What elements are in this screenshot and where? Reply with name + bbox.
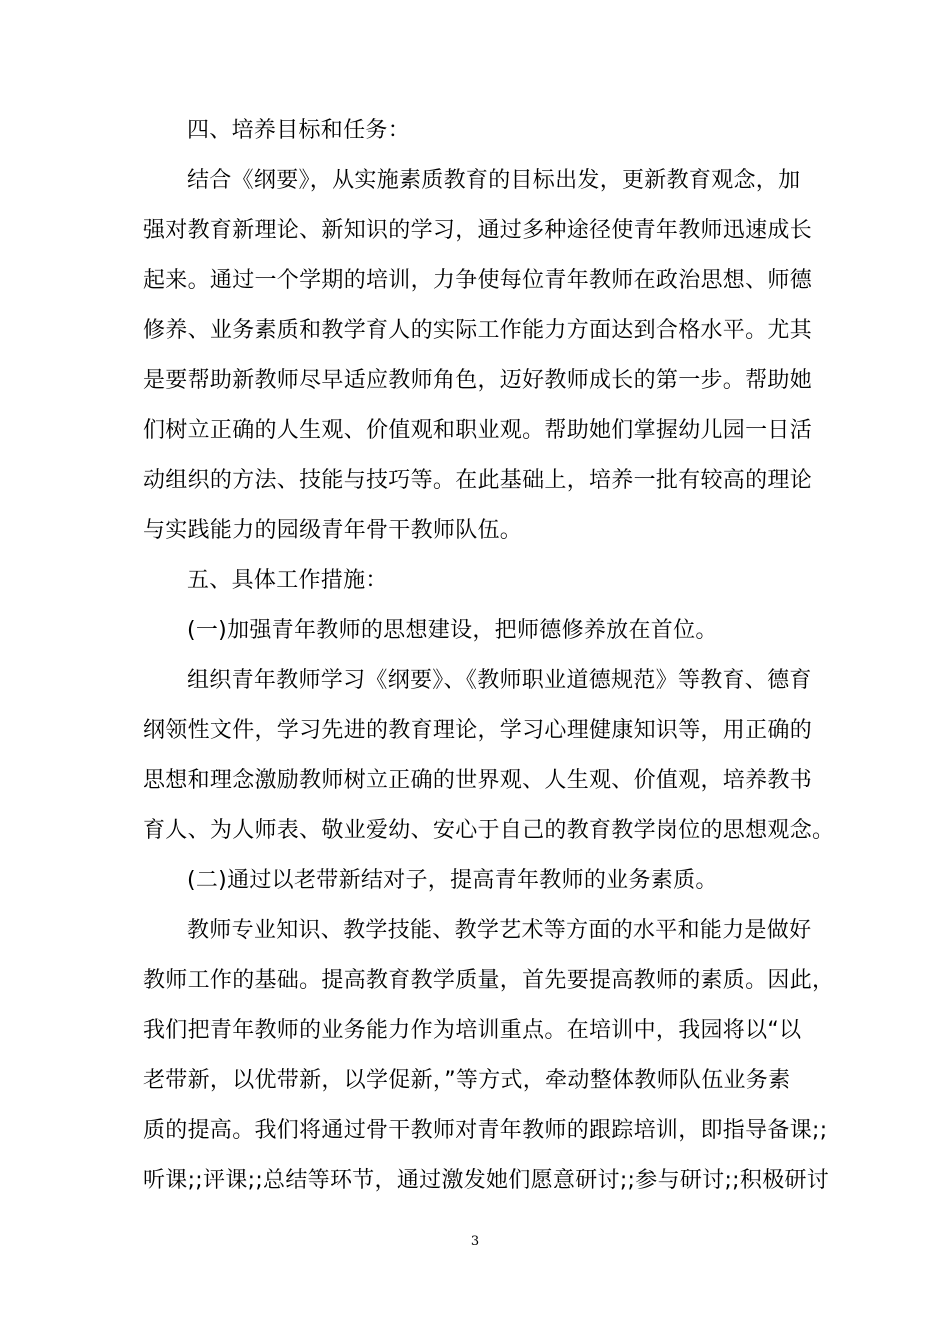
text-line: 教师专业知识、教学技能、教学艺术等方面的水平和能力是做好 bbox=[187, 918, 812, 943]
page-number: 3 bbox=[470, 1234, 480, 1249]
text-line: 组织青年教师学习《纲要》、《教师职业道德规范》等教育、德育 bbox=[187, 668, 812, 693]
text-line: 是要帮助新教师尽早适应教师角色，迈好教师成长的第一步。帮助她 bbox=[143, 368, 813, 393]
section-heading-5: 五、具体工作措施： bbox=[187, 568, 388, 593]
text-line: 与实践能力的园级青年骨干教师队伍。 bbox=[143, 518, 523, 543]
subsection-heading-2: (二)通过以老带新结对子，提高青年教师的业务素质。 bbox=[187, 868, 718, 893]
text-line: 思想和理念激励教师树立正确的世界观、人生观、价值观，培养教书 bbox=[143, 768, 813, 793]
text-line: 老带新，以优带新，以学促新，”等方式，牵动整体教师队伍业务素 bbox=[143, 1068, 791, 1093]
text-line: 动组织的方法、技能与技巧等。在此基础上，培养一批有较高的理论 bbox=[143, 468, 813, 493]
text-line: 质的提高。我们将通过骨干教师对青年教师的跟踪培训，即指导备课;; bbox=[143, 1118, 828, 1143]
text-line: 强对教育新理论、新知识的学习，通过多种途径使青年教师迅速成长 bbox=[143, 218, 813, 243]
text-line: 育人、为人师表、敬业爱幼、安心于自己的教育教学岗位的思想观念。 bbox=[143, 818, 835, 843]
text-line: 我们把青年教师的业务能力作为培训重点。在培训中，我园将以“以 bbox=[143, 1018, 802, 1043]
text-line: 结合《纲要》，从实施素质教育的目标出发，更新教育观念，加 bbox=[187, 168, 801, 193]
section-heading-4: 四、培养目标和任务： bbox=[187, 118, 411, 143]
text-line: 们树立正确的人生观、价值观和职业观。帮助她们掌握幼儿园一日活 bbox=[143, 418, 813, 443]
text-line: 纲领性文件，学习先进的教育理论，学习心理健康知识等，用正确的 bbox=[143, 718, 813, 743]
text-line: 听课;;评课;;总结等环节，通过激发她们愿意研讨;;参与研讨;;积极研讨 bbox=[143, 1168, 830, 1193]
subsection-heading-1: (一)加强青年教师的思想建设，把师德修养放在首位。 bbox=[187, 618, 718, 643]
text-line: 教师工作的基础。提高教育教学质量，首先要提高教师的素质。因此， bbox=[143, 968, 835, 993]
text-line: 修养、业务素质和教学育人的实际工作能力方面达到合格水平。尤其 bbox=[143, 318, 813, 343]
text-line: 起来。通过一个学期的培训，力争使每位青年教师在政治思想、师德 bbox=[143, 268, 813, 293]
